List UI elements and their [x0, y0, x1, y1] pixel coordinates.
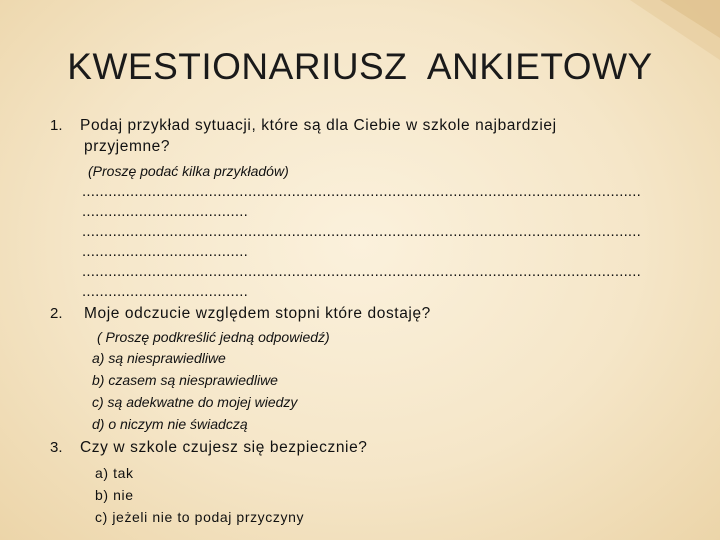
- question-1-number: 1.: [50, 117, 63, 134]
- question-3-number: 3.: [50, 439, 63, 456]
- question-2-option-a[interactable]: a) są niesprawiedliwe: [92, 350, 226, 366]
- question-2-option-c[interactable]: c) są adekwatne do mojej wiedzy: [92, 394, 298, 410]
- question-3-text: Czy w szkole czujesz się bezpiecznie?: [80, 439, 368, 456]
- question-3-option-c[interactable]: c) jeżeli nie to podaj przyczyny: [95, 509, 305, 525]
- answer-line-1[interactable]: ................................................................................................................................: [82, 183, 642, 200]
- answer-line-2-continued[interactable]: ......................................: [82, 243, 248, 260]
- answer-line-1-continued[interactable]: ......................................: [82, 203, 248, 220]
- question-2-hint: ( Proszę podkreślić jedną odpowiedź): [97, 329, 330, 345]
- question-3-option-a[interactable]: a) tak: [95, 465, 134, 481]
- page-title: KWESTIONARIUSZ ANKIETOWY: [67, 46, 653, 87]
- answer-line-3-continued[interactable]: ......................................: [82, 283, 248, 300]
- question-2-option-d[interactable]: d) o niczym nie świadczą: [92, 416, 248, 432]
- answer-line-3[interactable]: ................................................................................................................................: [82, 263, 642, 280]
- question-2-option-b[interactable]: b) czasem są niesprawiedliwe: [92, 372, 278, 388]
- question-1-text: Podaj przykład sytuacji, które są dla Ciebie w szkole najbardziej: [80, 117, 557, 134]
- question-1-hint: (Proszę podać kilka przykładów): [88, 163, 289, 179]
- question-2-number: 2.: [50, 305, 63, 322]
- question-2-text: Moje odczucie względem stopni które dostaję?: [84, 305, 431, 322]
- question-3-option-b[interactable]: b) nie: [95, 487, 134, 503]
- question-1-text-continued: przyjemne?: [84, 138, 171, 155]
- answer-line-2[interactable]: ................................................................................................................................: [82, 223, 642, 240]
